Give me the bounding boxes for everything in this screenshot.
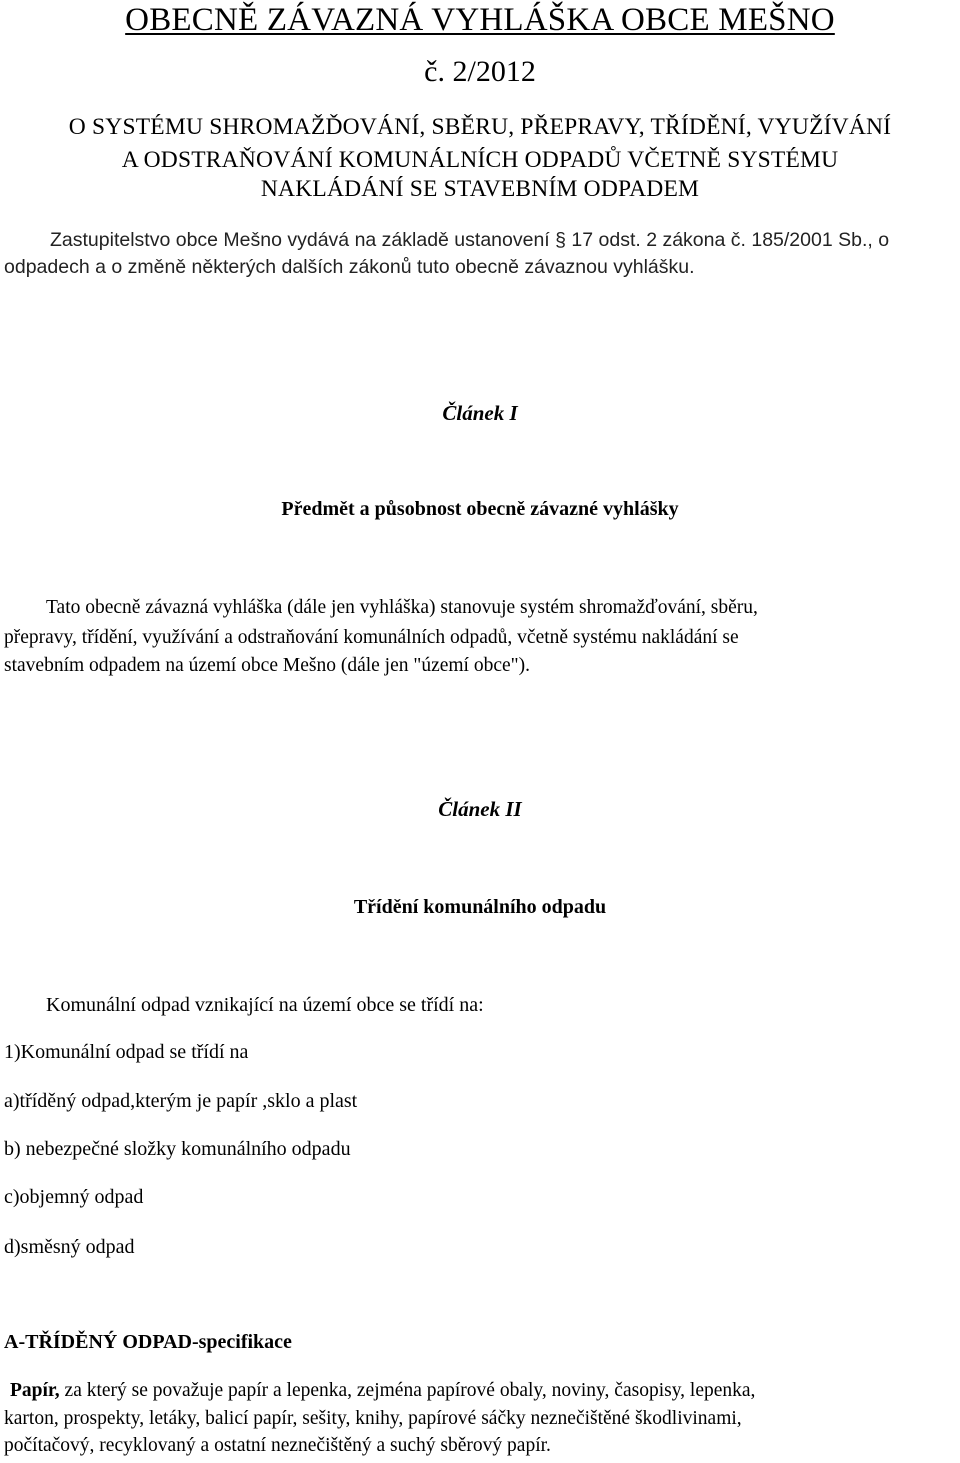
article-1-text-line-1: Tato obecně závazná vyhláška (dále jen vyhláška) stanovuje systém shromažďování, sběru, <box>46 597 758 618</box>
paper-spec-line-3: počítačový, recyklovaný a ostatní neznečištěný a suchý sběrový papír. <box>4 1435 551 1456</box>
list-item: 1)Komunální odpad se třídí na <box>4 1041 249 1063</box>
intro-line-1: Zastupitelstvo obce Mešno vydává na základě ustanovení § 17 odst. 2 zákona č. 185/2001 Sb., o <box>50 229 890 251</box>
specification-heading: A-TŘÍDĚNÝ ODPAD-specifikace <box>4 1331 292 1353</box>
paper-spec-line-2: karton, prospekty, letáky, balicí papír, sešity, knihy, papírové sáčky neznečištěné škodlivinami, <box>4 1408 742 1429</box>
document-title: OBECNĚ ZÁVAZNÁ VYHLÁŠKA OBCE MEŠNO <box>125 2 835 38</box>
article-2-heading: Článek II <box>438 797 522 821</box>
list-item: b) nebezpečné složky komunálního odpadu <box>4 1138 351 1160</box>
subject-line-3: NAKLÁDÁNÍ SE STAVEBNÍM ODPADEM <box>260 176 700 202</box>
article-2-title: Třídění komunálního odpadu <box>353 896 607 918</box>
paper-term: Papír, <box>10 1380 60 1401</box>
subject-line-1: O SYSTÉMU SHROMAŽĎOVÁNÍ, SBĚRU, PŘEPRAVY, TŘÍDĚNÍ, VYUŽÍVÁNÍ <box>68 114 892 140</box>
list-item: a)tříděný odpad,kterým je papír ,sklo a plast <box>4 1090 358 1112</box>
article-1-title: Předmět a působnost obecně závazné vyhlášky <box>281 498 679 520</box>
article-1-text-line-2: přepravy, třídění, využívání a odstraňování komunálních odpadů, včetně systému nakládání se <box>4 627 739 648</box>
intro-line-2: odpadech a o změně některých dalších zákonů tuto obecně závaznou vyhlášku. <box>4 256 695 278</box>
subject-line-2: A ODSTRAŇOVÁNÍ KOMUNÁLNÍCH ODPADŮ VČETNĚ SYSTÉMU <box>121 147 839 173</box>
list-item: d)směsný odpad <box>4 1236 135 1258</box>
article-1-text-line-3: stavebním odpadem na území obce Mešno (dále jen "území obce"). <box>4 655 530 676</box>
article-2-intro: Komunální odpad vznikající na území obce se třídí na: <box>46 994 484 1016</box>
paper-spec-line-1 <box>10 1380 755 1402</box>
list-item: c)objemný odpad <box>4 1186 144 1208</box>
document-number: č. 2/2012 <box>424 55 536 88</box>
article-1-heading: Článek I <box>442 401 518 425</box>
paper-spec-text: za který se považuje papír a lepenka, zejména papírové obaly, noviny, časopisy, lepenka, <box>59 1380 756 1401</box>
